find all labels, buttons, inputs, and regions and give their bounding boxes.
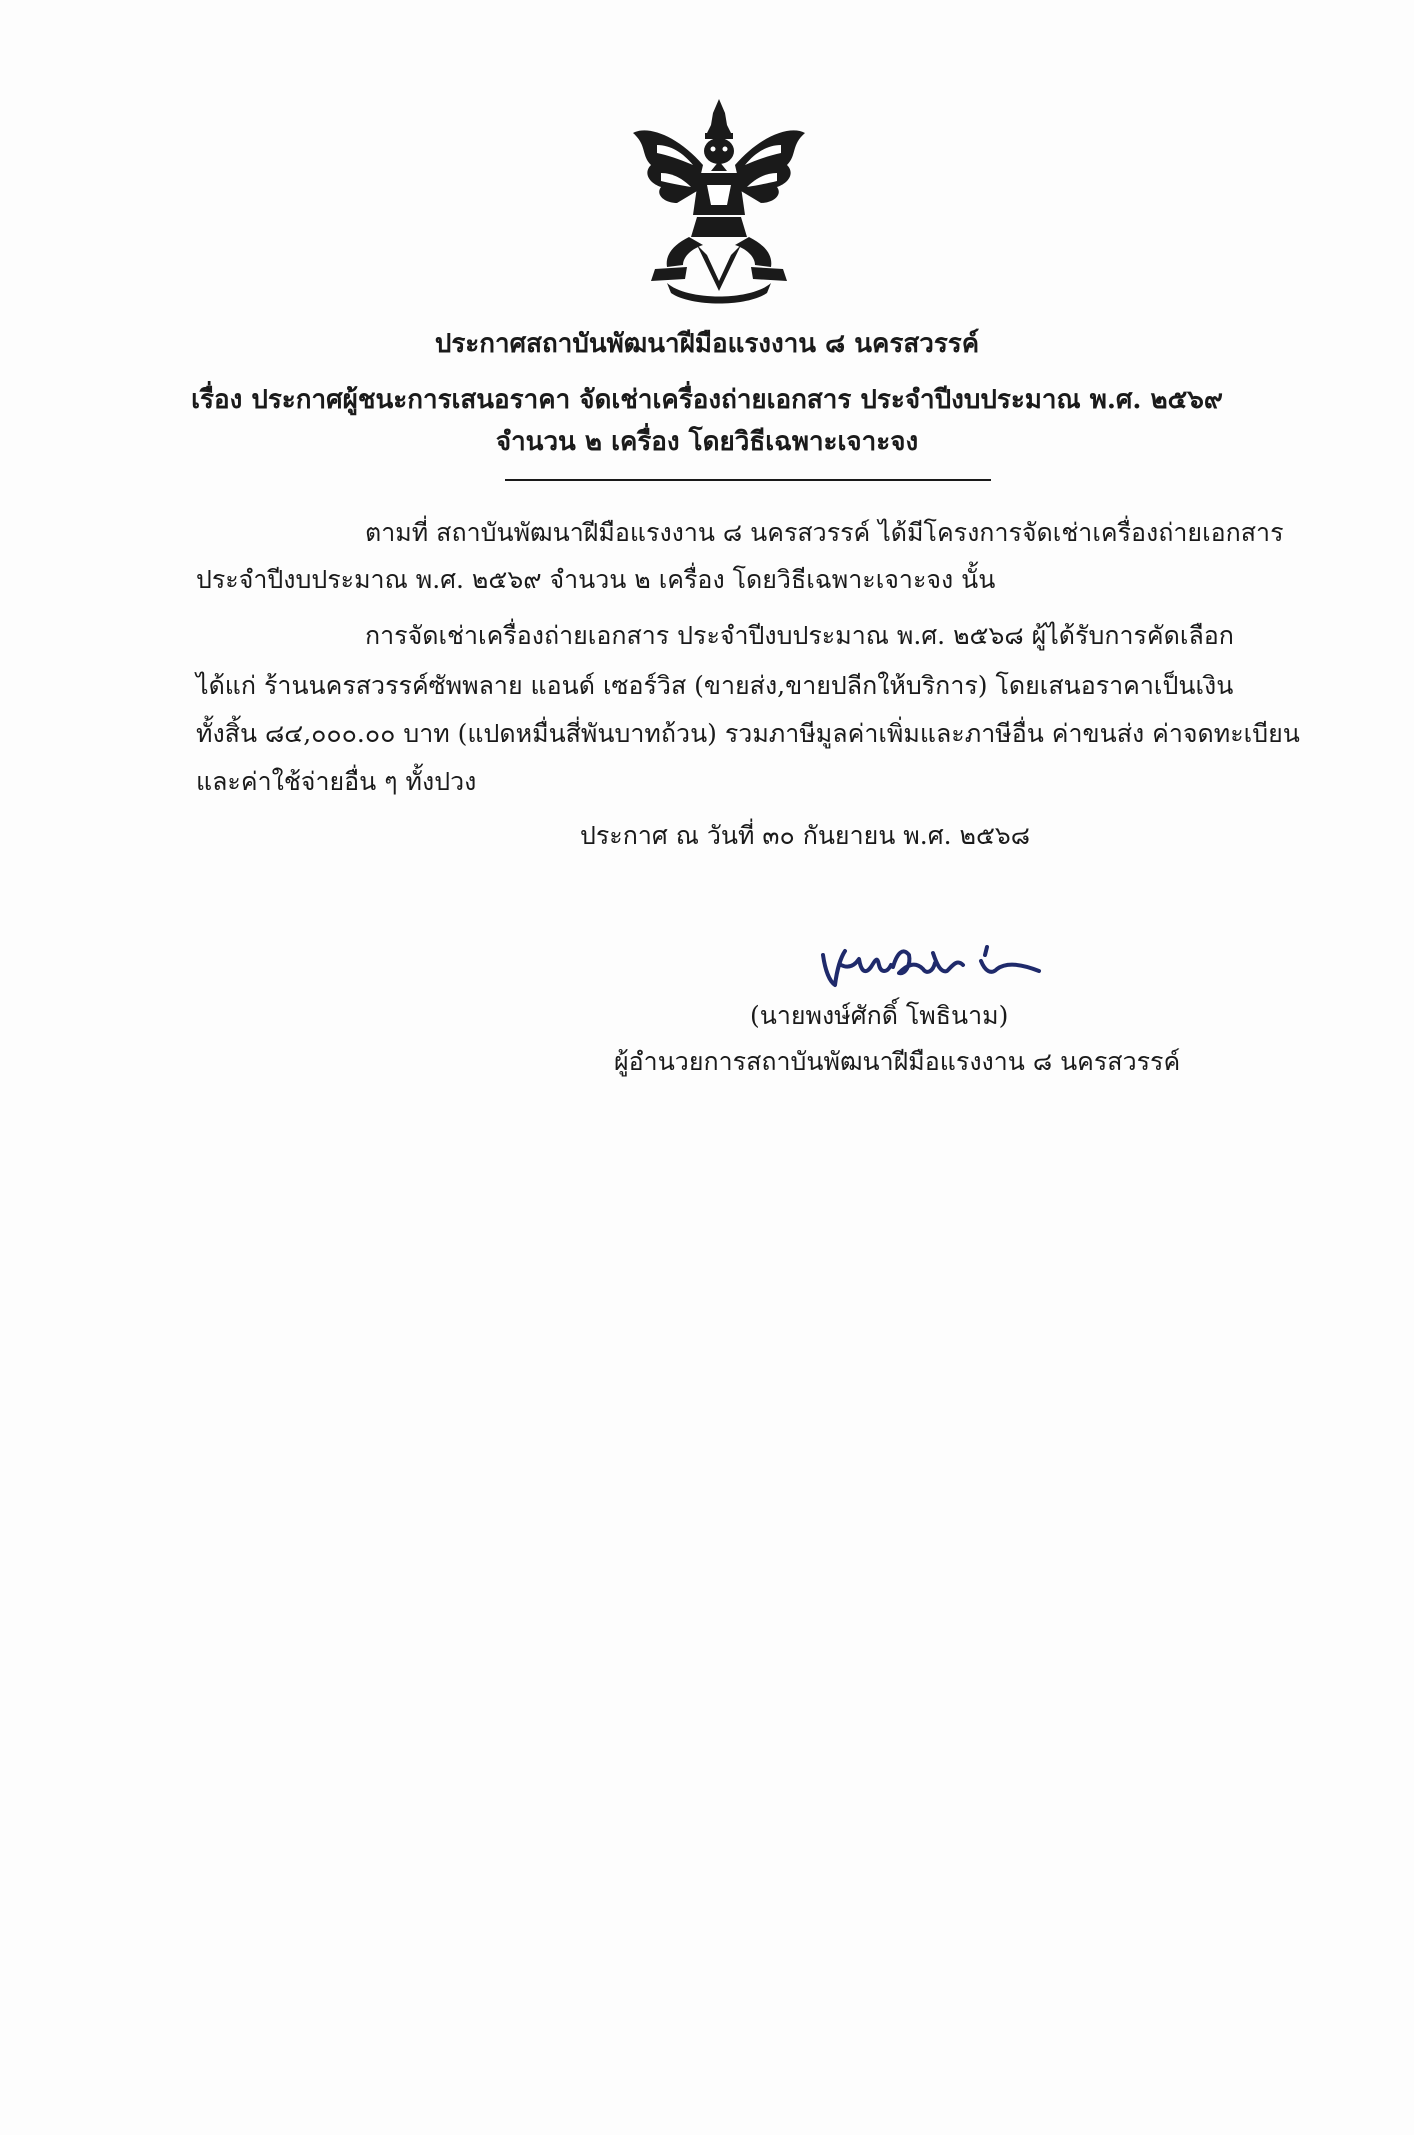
garuda-emblem-icon <box>627 95 812 305</box>
announcement-date: ประกาศ ณ วันที่ ๓๐ กันยายน พ.ศ. ๒๕๖๘ <box>580 821 1031 850</box>
signatory-position: ผู้อำนวยการสถาบันพัฒนาฝีมือแรงงาน ๘ นครสวรรค์ <box>614 1047 1181 1076</box>
paragraph2-line3: ทั้งสิ้น ๘๔,๐๐๐.๐๐ บาท (แปดหมื่นสี่พันบาทถ้วน) รวมภาษีมูลค่าเพิ่มและภาษีอื่น ค่าขนส่ง ค่าจดทะเบียน <box>196 719 1300 748</box>
paragraph1-line2: ประจำปีงบประมาณ พ.ศ. ๒๕๖๙ จำนวน ๒ เครื่อง โดยวิธีเฉพาะเจาะจง นั้น <box>196 565 996 594</box>
heading-divider <box>505 479 991 481</box>
paragraph2-line1: การจัดเช่าเครื่องถ่ายเอกสาร ประจำปีงบประมาณ พ.ศ. ๒๕๖๘ ผู้ได้รับการคัดเลือก <box>365 621 1234 650</box>
announcement-title: ประกาศสถาบันพัฒนาฝีมือแรงงาน ๘ นครสวรรค์ <box>434 329 980 359</box>
announcement-subject-line2: จำนวน ๒ เครื่อง โดยวิธีเฉพาะเจาะจง <box>495 427 919 457</box>
paragraph2-line2: ได้แก่ ร้านนครสวรรค์ซัพพลาย แอนด์ เซอร์วิส (ขายส่ง,ขายปลีกให้บริการ) โดยเสนอราคาเป็นเงิน <box>196 671 1234 700</box>
signatory-name: (นายพงษ์ศักดิ์ โพธินาม) <box>750 1001 1009 1030</box>
paragraph2-line4: และค่าใช้จ่ายอื่น ๆ ทั้งปวง <box>196 767 477 796</box>
paragraph1-line1: ตามที่ สถาบันพัฒนาฝีมือแรงงาน ๘ นครสวรรค์ ได้มีโครงการจัดเช่าเครื่องถ่ายเอกสาร <box>365 518 1284 547</box>
handwritten-signature <box>815 925 1045 1000</box>
announcement-subject: เรื่อง ประกาศผู้ชนะการเสนอราคา จัดเช่าเครื่องถ่ายเอกสาร ประจำปีงบประมาณ พ.ศ. ๒๕๖๙ <box>191 385 1223 415</box>
